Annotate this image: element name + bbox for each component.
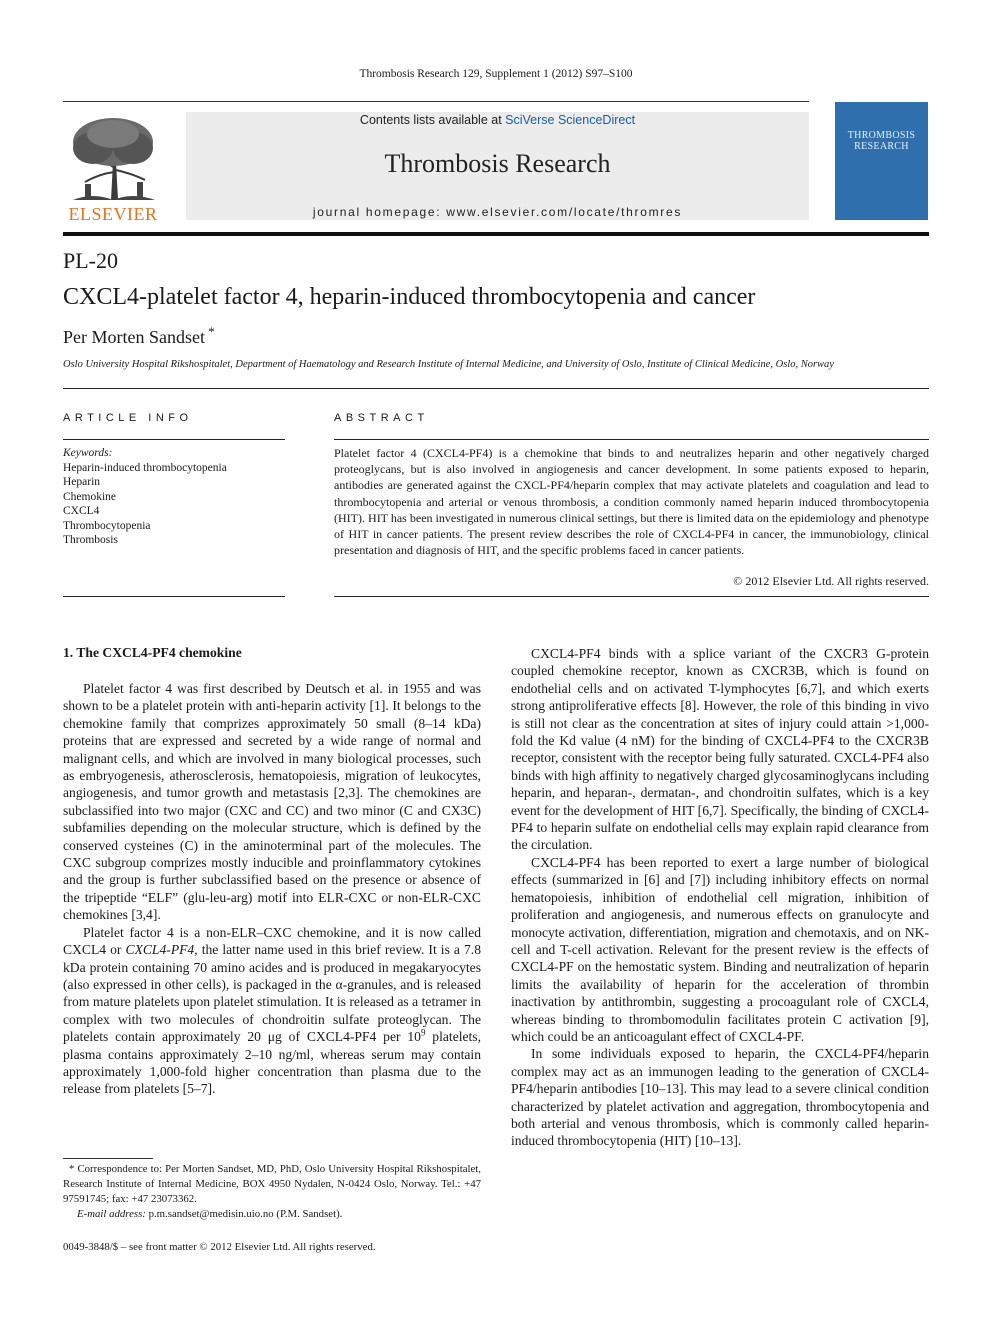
- article-info-rule: [63, 439, 285, 440]
- affiliation: Oslo University Hospital Rikshospitalet, Department of Haematology and Research Institute of Internal Medicine, and University of Oslo, Institute of Clinical Medicine, Oslo, Norway: [63, 359, 834, 370]
- body-column-right: [511, 645, 929, 1150]
- footnote-rule: [63, 1158, 153, 1159]
- keyword-item: Thrombosis: [63, 534, 118, 546]
- body-paragraph: CXCL4-PF4 has been reported to exert a large number of biological effects (summarized in [6] and [7]) including inhibitory effects on normal hematopoiesis, inhibition of endothelial cell migration, inhibition of proliferation and angiogenesis, and numerous effects on granulocyte and monocyte activation, differentiation, migration and chemotaxis, and on NK-cell and T-cell activation. Relevant for the present review is the effects of CXCL4-PF on the hemostatic system. Binding and neutralization of heparin limits the availability of heparin for the acceleration of thrombin inactivation by antithrombin, suggesting a procoagulant role of CXCL4, whereas binding to thrombomodulin facilitates protein C activation [9], which could be an anticoagulant effect of CXCL4-PF.: [511, 854, 929, 1044]
- cover-title: [835, 130, 928, 152]
- article-info-bottom-rule: [63, 596, 285, 597]
- front-matter: 0049-3848/$ – see front matter © 2012 Elsevier Ltd. All rights reserved.: [63, 1241, 376, 1253]
- keywords-label: Keywords:: [63, 447, 113, 459]
- keyword-item: CXCL4: [63, 505, 100, 517]
- italic-run: CXCL4-PF4: [125, 942, 195, 958]
- abstract-rule: [334, 439, 929, 440]
- author-name: Per Morten Sandset: [63, 327, 205, 347]
- journal-cover: [835, 102, 928, 220]
- keyword-item: Thrombocytopenia: [63, 519, 151, 532]
- body-paragraph: CXCL4-PF4 binds with a splice variant of the CXCR3 G-protein coupled chemokine receptor, known as CXCR3B, which is found on endothelial cells and on activated T-lymphocytes [6,7], and which exerts strong antiproliferative effects [8]. However, the role of this binding in vivo is still not clear as the concentration at sites of injury could attain >1,000-fold the Kd value (4 nM) for the binding of CXCL4-PF4 to the CXCR3B receptor, consistent with the receptor being fully saturated. CXCL4-PF4 also binds with high affinity to negatively charged glycosaminoglycans including heparin, and heparan-, dermatan-, and chondroitin sulfates, which is a key event for the development of HIT [6,7]. Specifically, the binding of CXCL4-PF4 to heparin sulfate on endothelial cells may explain rapid clearance from the circulation.: [511, 646, 929, 853]
- contents-prefix: Contents lists available at: [359, 113, 506, 127]
- footnote: [63, 1162, 481, 1222]
- abstract-heading: ABSTRACT: [334, 412, 429, 424]
- keyword-item: Heparin: [63, 476, 101, 488]
- correspondence-note: * Correspondence to: Per Morten Sandset, MD, PhD, Oslo University Hospital Rikshospitalet, Research Institute of Internal Medicine, BOX 4950 Nydalen, N-0424 Oslo, Norway. Tel.: +47 97591745; fax: +47 23073362.: [63, 1163, 481, 1205]
- keyword-item: Heparin-induced thrombocytopenia: [63, 461, 227, 474]
- keywords-block: [63, 446, 227, 548]
- journal-citation: Thrombosis Research 129, Supplement 1 (2012) S97–S100: [359, 68, 633, 80]
- author-line: [63, 324, 215, 348]
- author-mark: *: [204, 324, 215, 339]
- article-info-heading: ARTICLE INFO: [63, 412, 193, 424]
- body-column-left: [63, 680, 481, 1098]
- body-paragraph: In some individuals exposed to heparin, the CXCL4-PF4/heparin complex may act as an immunogen leading to the generation of CXCL4-PF4/heparin antibodies [10–13]. This may lead to a severe clinical condition characterized by platelet activation and aggregation, thrombocytopenia and both arterial and venous thrombosis, which is commonly called heparin-induced thrombocytopenia (HIT) [10–13].: [511, 1046, 929, 1149]
- email-note: [63, 1207, 481, 1222]
- cover-title-line2: RESEARCH: [854, 141, 909, 152]
- superscript: 9: [420, 1027, 426, 1038]
- journal-homepage[interactable]: journal homepage: www.elsevier.com/locate/thromres: [312, 205, 683, 219]
- keyword-item: Chemokine: [63, 490, 117, 503]
- header-divider: [63, 101, 809, 102]
- elsevier-wordmark: ELSEVIER: [68, 204, 158, 224]
- sciencedirect-link[interactable]: SciVerse ScienceDirect: [505, 113, 636, 127]
- body-paragraph: [63, 924, 481, 1098]
- email-label: E-mail address:: [77, 1208, 146, 1220]
- journal-banner: [186, 112, 809, 220]
- contents-line: [186, 113, 809, 127]
- article-title: CXCL4-platelet factor 4, heparin-induced thrombocytopenia and cancer: [63, 284, 756, 310]
- text-run: platelets, plasma contains approximately 2–10 ng/ml, whereas serum may contain approximately 1,000-fold higher concentration than plasma due to the release from platelets [5–7].: [63, 1029, 481, 1097]
- text-run: Platelet factor 4 is a non-ELR–CXC chemokine, and it is now called CXCL4 or: [63, 924, 481, 958]
- section-heading: 1. The CXCL4-PF4 chemokine: [63, 645, 242, 660]
- info-divider: [63, 388, 929, 389]
- abstract-copyright: © 2012 Elsevier Ltd. All rights reserved.: [733, 574, 929, 588]
- journal-title: Thrombosis Research: [384, 149, 611, 178]
- abstract-text: Platelet factor 4 (CXCL4-PF4) is a chemokine that binds to and neutralizes heparin and other negatively charged proteoglycans, but is also involved in angiogenesis and cancer development. In some patients exposed to heparin, antibodies are generated against the CXCL-PF4/heparin complex that may activate platelets and coagulation and lead to thrombocytopenia and arterial or venous thrombosis, a condition commonly named heparin induced thrombocytopenia (HIT). HIT has been investigated in numerous clinical settings, but there is limited data on the epidemiology and phenotype of HIT in cancer patients. The present review describes the role of CXCL4-PF4 in cancer, the immunobiology, clinical presentation and diagnosis of HIT, and the specific problems faced in cancer patients.: [334, 446, 929, 558]
- cover-title-line1: THROMBOSIS: [847, 130, 916, 141]
- text-run: , the latter name used in this brief review. It is a 7.8 kDa protein containing 70 amino acides and is produced in megakaryocytes (also expressed in other cells), is packaged in the α-granules, and is released from mature platelets upon platelet stimulation. It is released as a tetramer in complex with two molecules of chondroitin sulfate proteoglycan. The platelets contain approximately 20 μg of CXCL4-PF4 per 10: [63, 942, 482, 1045]
- article-code: PL-20: [63, 248, 118, 273]
- body-paragraph: Platelet factor 4 was first described by Deutsch et al. in 1955 and was shown to be a platelet protein with anti-heparin activity [1]. It belongs to the chemokine family that comprizes approximately 50 small (8–14 kDa) proteins that are expressed and secreted by a wide range of normal and malignant cells, and which are involved in many biological processes, such as embryogenesis, atherosclerosis, hematopoiesis, migration of leukocytes, angiogenesis, and tumor growth and metastasis [2,3]. The chemokines are subclassified into two major (CXC and CC) and two minor (C and CX3C) subfamilies depending on the molecular structure, which is defined by the conserved cysteines (C) in the aminoterminal part of the molecules. The CXC subgroup comprizes mostly inducible and proinflammatory cytokines and the group is further subclassified based on the presence or absence of the tripeptide “ELF” (glu-leu-arg) motif into ELR-CXC or non-ELR-CXC chemokines [3,4].: [63, 681, 481, 923]
- abstract-bottom-rule: [334, 596, 929, 597]
- title-divider: [63, 232, 929, 236]
- email-address[interactable]: p.m.sandset@medisin.uio.no (P.M. Sandset).: [145, 1208, 343, 1220]
